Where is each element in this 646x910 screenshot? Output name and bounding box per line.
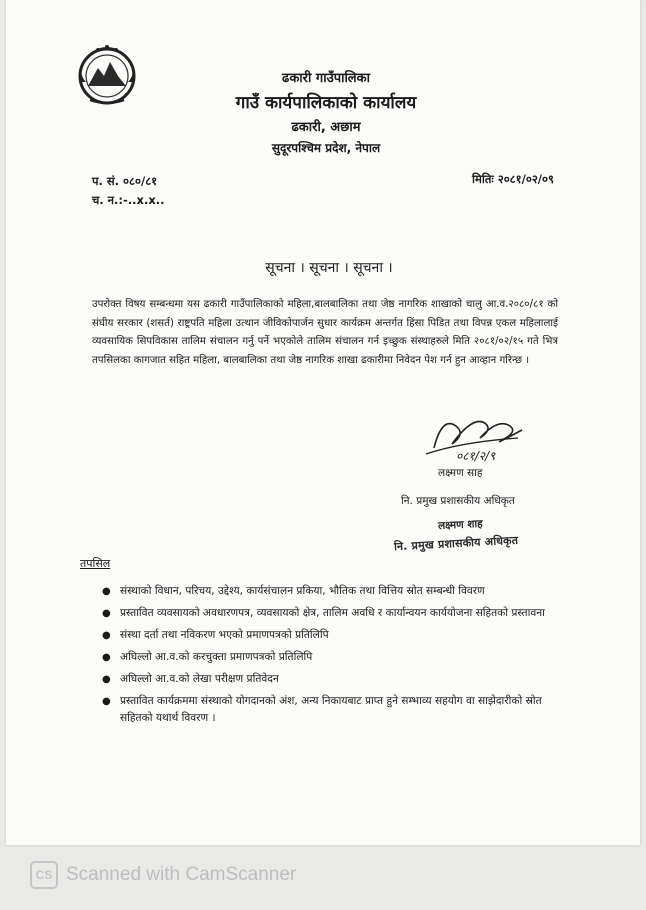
bullet-icon: ● [102, 630, 111, 641]
attachment-text: प्रस्तावित व्यवसायको अवधारणपत्र, व्यवसायको क्षेत्र, तालिम अवधि र कार्यान्वयन कार्ययोजना सहितको प्रस्तावना [120, 607, 545, 619]
notice-body: उपरोक्त विषय सम्बन्धमा यस ढकारी गाउँपालिकाको महिला,बालबालिका तथा जेष्ठ नागरिक शाखाको चालु आ.व.२०८०/८१ को संघीय सरकार (शसर्त) राष्ट्रपति महिला उत्थान जीविकोपार्जन सुधार कार्यक्रम अन्तर्गत हिंसा पिडित तथा विपन्न एकल महिलालाई व्यवसायिक सिपविकास तालिम संचालन गर्नु पर्ने भएकोले तालिम संचालन गर्न इच्छुक संस्थाहरुले मिति २०८१/०२/१५ गते भित्र तपसिलका कागजात सहित महिला, बालबालिका तथा जेष्ठ नागरिक शाखा ढकारीमा निवेदन पेश गर्न हुन आव्हान गरिन्छ । [92, 299, 558, 366]
bullet-icon: ● [102, 652, 111, 663]
camscanner-logo-icon: CS [30, 861, 58, 889]
attachment-text: अघिल्लो आ.व.को करचुक्ता प्रमाणपत्रको प्रतिलिपि [120, 651, 313, 663]
reference-block [92, 172, 164, 210]
signer-name: लक्ष्मण साह [438, 467, 483, 479]
notice-title: सूचना । सूचना । सूचना । [265, 260, 393, 276]
letter-number: प. सं. ०८०/८१ [92, 174, 158, 188]
stamp-title: नि. प्रमुख प्रशासकीय अधिकृत [393, 533, 519, 554]
signer-title: नि. प्रमुख प्रशासकीय अधिकृत [401, 495, 515, 507]
stamp-name: लक्ष्मण शाह [437, 517, 484, 533]
list-item [102, 649, 562, 666]
attachments-heading: तपसिल [80, 557, 111, 570]
signature-date: ०८१/२/९ [456, 449, 496, 463]
bullet-icon: ● [102, 586, 111, 597]
attachment-text: संस्था दर्ता तथा नविकरण भएको प्रमाणपत्रको प्रतिलिपि [120, 629, 329, 641]
letter-date: मितिः २०८१/०२/०९ [472, 172, 554, 186]
bullet-icon: ● [102, 696, 111, 707]
bullet-icon: ● [102, 674, 111, 685]
nepal-government-emblem-icon [68, 42, 146, 108]
camscanner-watermark [30, 862, 296, 888]
province-name: सुदूरपश्चिम प्रदेश, नेपाल [271, 141, 381, 155]
municipality-name: ढकारी गाउँपालिका [282, 71, 370, 86]
attachments-list [102, 583, 562, 732]
dispatch-number: च. न.:-..x.x.. [92, 193, 165, 207]
list-item [102, 627, 562, 644]
list-item [102, 671, 562, 688]
bullet-icon: ● [102, 608, 111, 619]
list-item [102, 605, 562, 622]
letterhead [206, 68, 446, 156]
handwritten-signature [422, 408, 532, 464]
attachment-text: संस्थाको विधान, परिचय, उद्देश्य, कार्यसंचालन प्रकिया, भौतिक तथा वित्तिय स्रोत सम्बन्धी विवरण [120, 585, 485, 597]
watermark-text: Scanned with CamScanner [66, 864, 297, 885]
list-item [102, 693, 562, 727]
letter-page [6, 0, 640, 845]
office-name: गाउँ कार्यपालिकाको कार्यालय [235, 93, 417, 113]
office-location: ढकारी, अछाम [291, 120, 361, 135]
list-item [102, 583, 562, 600]
attachment-text: अघिल्लो आ.व.को लेखा परीक्षण प्रतिवेदन [120, 673, 279, 685]
attachment-text: प्रस्तावित कार्यक्रममा संस्थाको योगदानको अंश, अन्य निकायबाट प्राप्त हुने सम्भाव्य सहयोग वा साझेदारीको स्रोत सहितको यथार्थ विवरण । [120, 695, 542, 724]
